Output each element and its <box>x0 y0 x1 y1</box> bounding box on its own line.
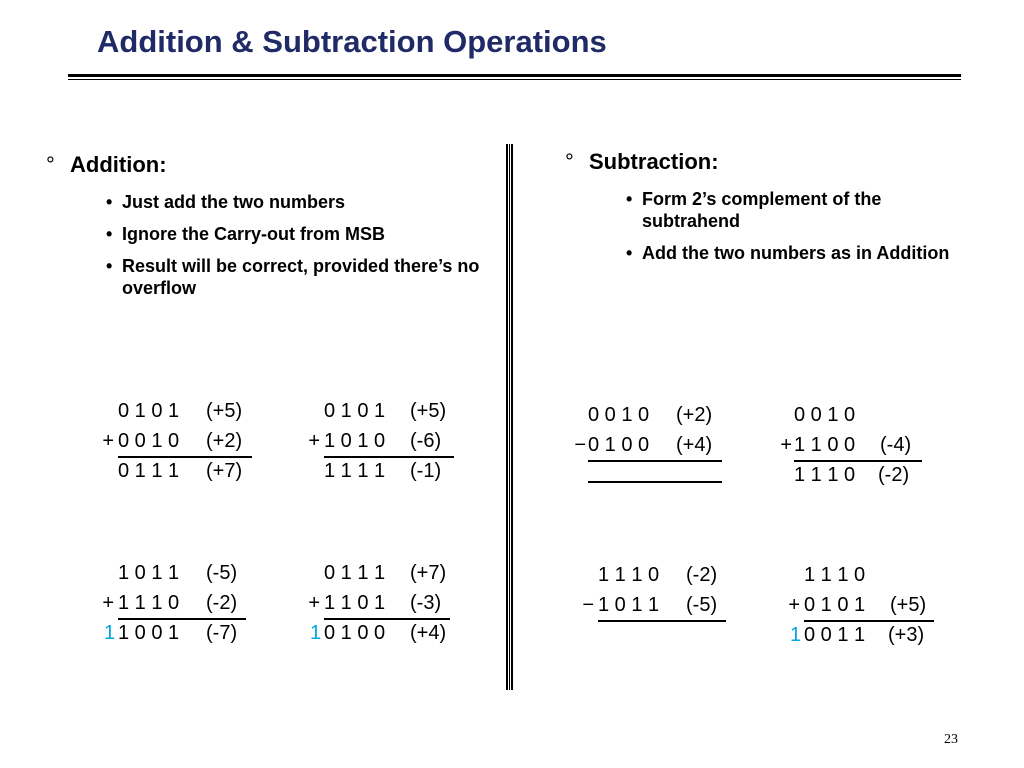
subtraction-example-2 <box>778 400 948 490</box>
page-number: 23 <box>944 732 958 747</box>
addition-bullets <box>102 191 482 309</box>
plus-sign: + <box>308 430 320 452</box>
binary-value: 1 0 1 1 <box>118 562 180 584</box>
binary-value: 0 1 0 0 (+4) <box>588 430 722 462</box>
degree-bullet-icon: ° <box>565 149 574 174</box>
decimal-result: (-2) <box>878 464 910 486</box>
carry-out: 1 <box>790 624 802 646</box>
binary-result: 1 1 1 0 <box>794 464 856 486</box>
decimal-result: (+4) <box>410 622 447 644</box>
subtraction-example-3 <box>580 560 750 620</box>
plus-sign: + <box>308 592 320 614</box>
binary-value: 1 0 1 0 (-6) <box>324 426 454 458</box>
binary-value: 1 1 1 0 <box>804 564 866 586</box>
binary-value: 1 1 0 0 (-4) <box>794 430 922 462</box>
decimal-value: (-5) <box>206 562 238 584</box>
degree-bullet-icon: ° <box>46 152 55 177</box>
addition-example-3 <box>100 558 270 648</box>
subtraction-bullets <box>622 188 962 274</box>
subtraction-example-4 <box>786 560 956 650</box>
plus-sign: + <box>780 434 792 456</box>
binary-value: 1 1 1 0 (-2) <box>118 588 246 620</box>
binary-value: 0 1 1 1 <box>324 562 386 584</box>
title-rule <box>68 74 961 77</box>
addition-example-4 <box>306 558 476 648</box>
column-divider <box>506 144 513 690</box>
decimal-result: (+7) <box>206 460 243 482</box>
addition-heading: ° Addition: <box>46 152 167 177</box>
subtraction-heading: ° Subtraction: <box>565 149 719 174</box>
binary-value: 1 1 0 1 (-3) <box>324 588 450 620</box>
binary-result: 0 0 1 1 <box>804 624 866 646</box>
decimal-value: (+2) <box>676 404 713 426</box>
binary-value: 0 0 1 0 (+2) <box>118 426 252 458</box>
list-item: • Ignore the Carry-out from MSB <box>102 223 482 245</box>
addition-example-1 <box>100 396 270 486</box>
plus-sign: + <box>788 594 800 616</box>
binary-result: 0 1 0 0 <box>324 622 386 644</box>
carry-out: 1 <box>104 622 116 644</box>
binary-result: 1 1 1 1 <box>324 460 386 482</box>
decimal-value: (+5) <box>206 400 243 422</box>
decimal-value: (+7) <box>410 562 447 584</box>
slide-title: Addition & Subtraction Operations <box>97 24 607 59</box>
decimal-result: (-7) <box>206 622 238 644</box>
list-item: • Just add the two numbers <box>102 191 482 213</box>
list-item: • Add the two numbers as in Addition <box>622 242 962 264</box>
title-rule-thin <box>68 79 961 80</box>
subtraction-example-1 <box>572 400 742 460</box>
binary-value: 1 0 1 1 (-5) <box>598 590 726 622</box>
decimal-value: (-2) <box>686 564 718 586</box>
binary-value: 0 1 0 1 <box>118 400 180 422</box>
plus-sign: + <box>102 592 114 614</box>
decimal-value: (+5) <box>410 400 447 422</box>
minus-sign: − <box>574 434 586 456</box>
minus-sign: − <box>582 594 594 616</box>
list-item: • Result will be correct, provided there’s no overflow <box>102 255 482 299</box>
result-line <box>588 481 722 483</box>
binary-value: 0 1 0 1 (+5) <box>804 590 934 622</box>
binary-result: 0 1 1 1 <box>118 460 180 482</box>
binary-result: 1 0 0 1 <box>118 622 180 644</box>
decimal-result: (-1) <box>410 460 442 482</box>
binary-value: 0 0 1 0 <box>794 404 856 426</box>
binary-value: 0 0 1 0 <box>588 404 650 426</box>
carry-out: 1 <box>310 622 322 644</box>
decimal-result: (+3) <box>888 624 925 646</box>
binary-value: 1 1 1 0 <box>598 564 660 586</box>
plus-sign: + <box>102 430 114 452</box>
list-item: • Form 2’s complement of the subtrahend <box>622 188 962 232</box>
binary-value: 0 1 0 1 <box>324 400 386 422</box>
addition-example-2 <box>306 396 476 486</box>
